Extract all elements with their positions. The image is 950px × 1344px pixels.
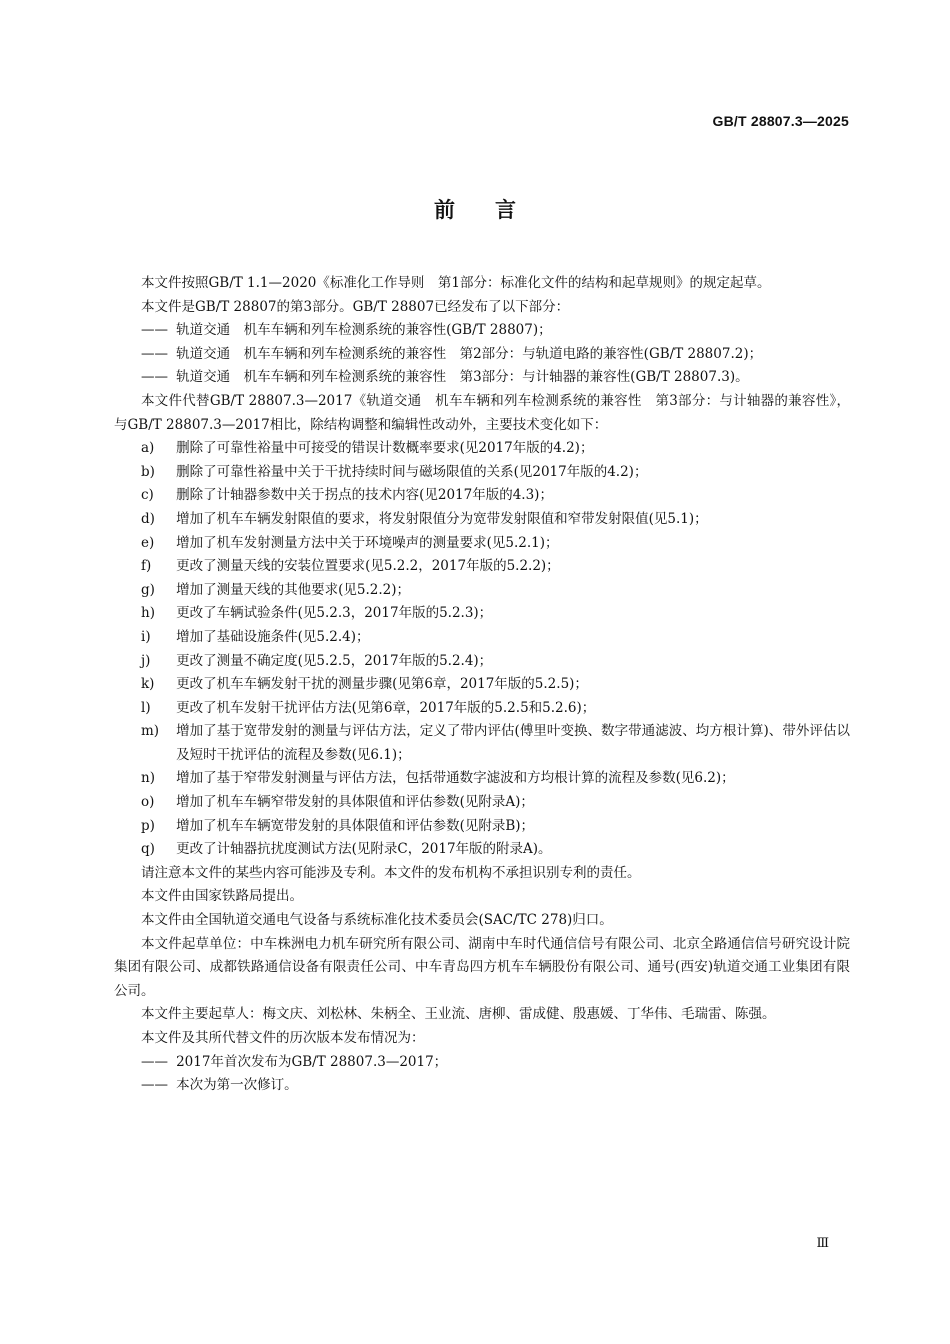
list-item — [114, 697, 850, 721]
item-marker: g) — [141, 581, 155, 598]
item-marker: m) — [141, 723, 160, 740]
item-text: 增加了基础设施条件(见5.2.4)； — [176, 628, 370, 645]
item-text: 增加了机车车辆宽带发射的具体限值和评估参数(见附录B)； — [176, 817, 535, 834]
paragraph-drafting-units: 本文件起草单位：中车株洲电力机车研究所有限公司、湖南中车时代通信信号有限公司、北京全路通信信号研究设计院集团有限公司、成都铁路通信设备有限责任公司、中车青岛四方机车车辆股份有限公司、通号(西安)轨道交通工业集团有限公司。 — [114, 935, 850, 999]
list-item — [114, 366, 850, 390]
paragraph-replacement: 本文件代替GB/T 28807.3—2017《轨道交通 机车车辆和列车检测系统的兼容性 第3部分：与计轴器的兼容性》，与GB/T 28807.3—2017相比，除结构调整和编辑性改动外，主要技术变化如下： — [114, 392, 850, 433]
item-text: 增加了基于窄带发射测量与评估方法，包括带通数字滤波和方均根计算的流程及参数(见6.2)； — [176, 770, 735, 787]
list-item — [114, 650, 850, 674]
item-text: 更改了机车发射干扰评估方法(见第6章，2017年版的5.2.5和5.2.6)； — [176, 699, 596, 716]
list-item — [114, 673, 850, 697]
list-item — [114, 555, 850, 579]
paragraph-parts-intro: 本文件是GB/T 28807的第3部分。GB/T 28807已经发布了以下部分： — [141, 298, 570, 315]
list-item — [114, 484, 850, 508]
list-item — [114, 343, 850, 367]
item-marker: a) — [141, 440, 155, 457]
list-item — [114, 532, 850, 556]
item-marker: n) — [141, 770, 155, 787]
part-title: 轨道交通 机车车辆和列车检测系统的兼容性 第2部分：与轨道电路的兼容性(GB/T 28807.2)； — [176, 345, 763, 362]
standard-number: GB/T 28807.3—2025 — [712, 113, 849, 129]
dash-mark: —— — [141, 322, 168, 339]
item-marker: c) — [141, 487, 154, 504]
paragraph-drafting-rules: 本文件按照GB/T 1.1—2020《标准化工作导则 第1部分：标准化文件的结构和起草规则》的规定起草。 — [141, 275, 771, 291]
item-text: 更改了车辆试验条件(见5.2.3，2017年版的5.2.3)； — [176, 605, 493, 622]
list-item — [114, 437, 850, 461]
item-marker: b) — [141, 463, 155, 480]
list-item — [114, 508, 850, 532]
list-item — [114, 1074, 850, 1098]
item-text: 更改了测量天线的安装位置要求(见5.2.2，2017年版的5.2.2)； — [176, 558, 560, 575]
item-text: 删除了可靠性裕量中关于干扰持续时间与磁场限值的关系(见2017年版的4.2)； — [176, 463, 648, 480]
dash-mark: —— — [141, 1053, 168, 1070]
part-title: 轨道交通 机车车辆和列车检测系统的兼容性(GB/T 28807)； — [176, 322, 552, 339]
history-entry: 本次为第一次修订。 — [176, 1077, 298, 1094]
list-item — [114, 319, 850, 343]
list-item — [114, 815, 850, 839]
item-text: 删除了计轴器参数中关于拐点的技术内容(见2017年版的4.3)； — [176, 487, 553, 504]
item-marker: k) — [141, 676, 155, 693]
item-text: 更改了计轴器抗扰度测试方法(见附录C，2017年版的附录A)。 — [176, 841, 552, 858]
item-text: 增加了机车车辆窄带发射的具体限值和评估参数(见附录A)； — [176, 794, 534, 811]
item-text: 删除了可靠性裕量中可接受的错误计数概率要求(见2017年版的4.2)； — [176, 440, 594, 457]
list-item — [114, 626, 850, 650]
dash-mark: —— — [141, 1077, 168, 1094]
part-title: 轨道交通 机车车辆和列车检测系统的兼容性 第3部分：与计轴器的兼容性(GB/T 28807.3)。 — [176, 369, 749, 386]
list-item — [114, 461, 850, 485]
item-text: 更改了机车车辆发射干扰的测量步骤(见第6章，2017年版的5.2.5)； — [176, 676, 588, 693]
item-text: 增加了机车发射测量方法中关于环境噪声的测量要求(见5.2.1)； — [176, 534, 559, 551]
foreword-body — [114, 272, 850, 1098]
item-marker: e) — [141, 534, 155, 551]
item-text: 增加了测量天线的其他要求(见5.2.2)； — [176, 581, 410, 598]
item-marker: p) — [141, 817, 155, 834]
list-item — [114, 720, 850, 767]
item-marker: j) — [141, 652, 151, 669]
paragraph-committee: 本文件由全国轨道交通电气设备与系统标准化技术委员会(SAC/TC 278)归口。 — [141, 912, 613, 929]
list-item — [114, 579, 850, 603]
list-item — [114, 602, 850, 626]
item-marker: q) — [141, 841, 155, 858]
page-title: 前言 — [434, 198, 556, 222]
item-marker: f) — [141, 558, 152, 575]
item-marker: l) — [141, 699, 151, 716]
item-text: 增加了机车车辆发射限值的要求，将发射限值分为宽带发射限值和窄带发射限值(见5.1)； — [176, 510, 708, 527]
item-text: 增加了基于宽带发射的测量与评估方法，定义了带内评估(傅里叶变换、数字带通滤波、均方根计算)、带外评估以及短时干扰评估的流程及参数(见6.1)； — [176, 723, 850, 763]
dash-mark: —— — [141, 369, 168, 386]
history-entry: 2017年首次发布为GB/T 28807.3—2017； — [176, 1053, 448, 1070]
list-item — [114, 838, 850, 862]
page-number: Ⅲ — [816, 1236, 829, 1251]
list-item — [114, 791, 850, 815]
item-marker: o) — [141, 794, 155, 811]
dash-mark: —— — [141, 345, 168, 362]
paragraph-patent-notice: 请注意本文件的某些内容可能涉及专利。本文件的发布机构不承担识别专利的责任。 — [141, 864, 641, 881]
item-marker: d) — [141, 510, 155, 527]
paragraph-drafters: 本文件主要起草人：梅文庆、刘松林、朱柄全、王业流、唐柳、雷成健、殷惠媛、丁华伟、毛瑞雷、陈强。 — [141, 1006, 776, 1023]
item-text: 更改了测量不确定度(见5.2.5，2017年版的5.2.4)； — [176, 652, 493, 669]
list-item — [114, 1051, 850, 1075]
paragraph-proposer: 本文件由国家铁路局提出。 — [141, 888, 303, 905]
paragraph-history-intro: 本文件及其所代替文件的历次版本发布情况为： — [141, 1030, 425, 1046]
item-marker: i) — [141, 628, 151, 645]
item-marker: h) — [141, 605, 155, 622]
list-item — [114, 767, 850, 791]
